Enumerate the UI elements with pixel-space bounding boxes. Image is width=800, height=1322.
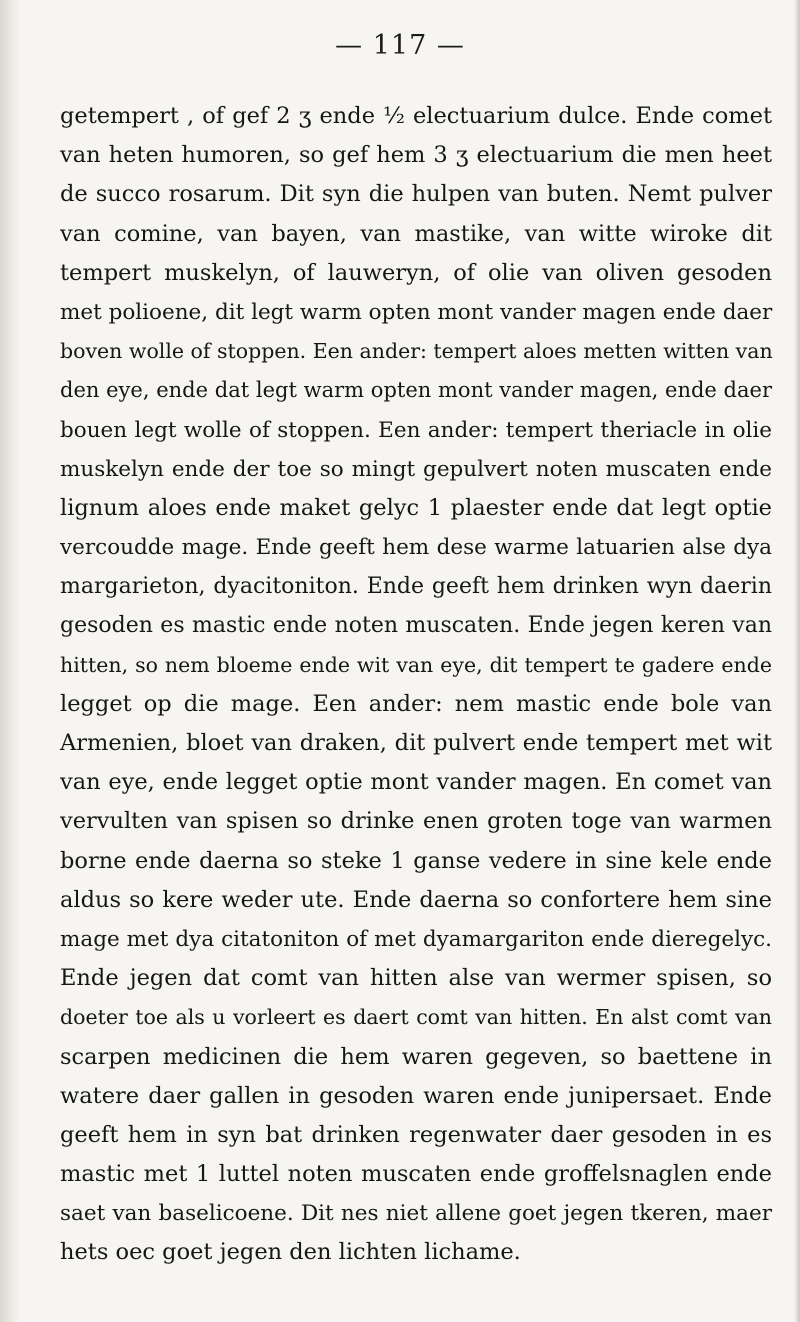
text-line: geeft hem in syn bat drinken regenwater daer gesoden in es	[60, 1121, 772, 1148]
text-line: vercoudde mage. Ende geeft hem dese warme latuarien alse dya	[60, 535, 772, 561]
text-line: Armenien, bloet van draken, dit pulvert ende tempert met wit	[60, 730, 772, 756]
text-line: doeter toe als u vorleert es daert comt van hitten. En alst comt van	[60, 1005, 772, 1030]
text-line: mastic met 1 luttel noten muscaten ende groffelsnaglen ende	[60, 1161, 772, 1188]
text-line: met polioene, dit legt warm opten mont vander magen ende daer	[60, 299, 773, 325]
text-line: legget op die mage. Een ander: nem mastic ende bole van	[60, 690, 772, 717]
body-text	[60, 97, 772, 1273]
text-line: watere daer gallen in gesoden waren ende junipersaet. Ende	[60, 1082, 772, 1109]
text-line: lignum aloes ende maket gelyc 1 plaester ende dat legt optie	[60, 494, 772, 521]
text-line: van eye, ende legget optie mont vander magen. En comet van	[60, 769, 772, 796]
text-line: muskelyn ende der toe so mingt gepulvert noten muscaten ende	[60, 456, 772, 482]
text-line: boven wolle of stoppen. Een ander: tempert aloes metten witten van	[60, 339, 773, 364]
text-line: hitten, so nem bloeme ende wit van eye, dit tempert te gadere ende	[60, 652, 772, 677]
text-line: mage met dya citatoniton of met dyamargariton ende dieregelyc.	[60, 926, 772, 952]
text-line: getempert , of gef 2 ʒ ende ½ electuarium dulce. Ende comet	[60, 103, 772, 129]
page-number: — 117 —	[335, 30, 465, 61]
text-line: tempert muskelyn, of lauweryn, of olie van oliven gesoden	[60, 259, 772, 286]
text-line: vervulten van spisen so drinke enen groten toge van warmen	[60, 808, 772, 835]
text-line-last: hets oec goet jegen den lichten lichame.	[60, 1239, 521, 1266]
text-line: borne ende daerna so steke 1 ganse vedere in sine kele ende	[60, 847, 772, 874]
text-line: saet van baselicoene. Dit nes niet allene goet jegen tkeren, maer	[60, 1201, 772, 1227]
text-line: den eye, ende dat legt warm opten mont vander magen, ende daer	[60, 378, 772, 403]
text-line: Ende jegen dat comt van hitten alse van wermer spisen, so	[60, 965, 772, 992]
text-line: van heten humoren, so gef hem 3 ʒ electuarium die men heet	[60, 142, 772, 169]
page-edge-shadow	[794, 0, 800, 1322]
text-line: bouen legt wolle of stoppen. Een ander: tempert theriacle in olie	[60, 417, 772, 443]
text-line: van comine, van bayen, van mastike, van witte wiroke dit	[60, 220, 772, 247]
text-line: de succo rosarum. Dit syn die hulpen van buten. Nemt pulver	[60, 181, 772, 208]
page-gutter-shadow	[0, 0, 20, 1322]
text-line: margarieton, dyacitoniton. Ende geeft hem drinken wyn daerin	[60, 574, 772, 600]
text-line: scarpen medicinen die hem waren gegeven, so baettene in	[60, 1043, 772, 1070]
text-line: gesoden es mastic ende noten muscaten. Ende jegen keren van	[60, 613, 772, 639]
text-line: aldus so kere weder ute. Ende daerna so confortere hem sine	[60, 886, 772, 913]
